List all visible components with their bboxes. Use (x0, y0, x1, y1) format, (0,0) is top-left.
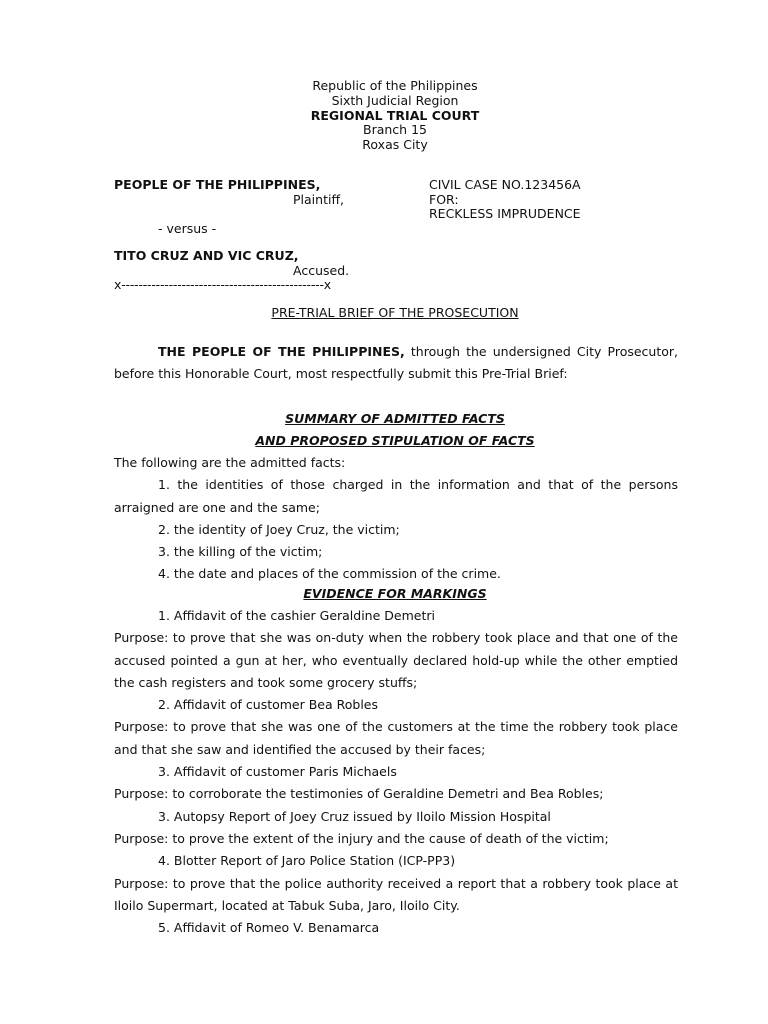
evidence-purpose: Purpose: to prove that the police authority received a report that a robbery took place at Iloilo Supermart, located at Tabuk Suba, Jaro, Iloilo City. (114, 875, 678, 913)
plaintiff-label: Plaintiff, (293, 192, 345, 207)
case-number: CIVIL CASE NO.123456A (429, 177, 581, 192)
offense: RECKLESS IMPRUDENCE (429, 206, 581, 221)
intro-paragraph (114, 341, 678, 386)
evidence-heading: EVIDENCE FOR MARKINGS (303, 586, 487, 601)
city-line: Roxas City (362, 137, 428, 152)
evidence-list (114, 605, 678, 939)
caption-divider: x-----------------------------------------------x (114, 277, 331, 292)
evidence-purpose: Purpose: to prove the extent of the injury and the cause of death of the victim; (114, 830, 609, 846)
accused-name: TITO CRUZ AND VIC CRUZ, (114, 248, 299, 263)
evidence-title: 4. Blotter Report of Jaro Police Station (ICP-PP3) (158, 853, 456, 869)
court-name: REGIONAL TRIAL COURT (310, 108, 480, 123)
document-title: PRE-TRIAL BRIEF OF THE PROSECUTION (271, 305, 519, 320)
evidence-purpose: Purpose: to prove that she was one of the customers at the time the robbery took place and that she saw and identified the accused by their faces; (114, 719, 678, 757)
evidence-purpose: Purpose: to corroborate the testimonies of Geraldine Demetri and Bea Robles; (114, 786, 604, 802)
for-label: FOR: (429, 192, 459, 207)
intro-lead: THE PEOPLE OF THE PHILIPPINES, (158, 344, 405, 359)
evidence-title: 1. Affidavit of the cashier Geraldine Demetri (158, 608, 435, 623)
stipulation-heading: AND PROPOSED STIPULATION OF FACTS (255, 433, 535, 448)
evidence-purpose: Purpose: to prove that she was on-duty when the robbery took place and that one of the accused pointed a gun at her, who eventually declared hold-up while the other emptied the cash registers and took some grocery stuffs; (114, 630, 678, 690)
versus: - versus - (158, 221, 217, 236)
branch-line: Branch 15 (363, 122, 427, 137)
evidence-title: 2. Affidavit of customer Bea Robles (158, 697, 379, 713)
summary-body (114, 452, 678, 586)
republic-line: Republic of the Philippines (312, 78, 478, 93)
evidence-title: 3. Affidavit of customer Paris Michaels (158, 764, 397, 780)
summary-heading: SUMMARY OF ADMITTED FACTS (285, 411, 505, 426)
accused-label: Accused. (293, 263, 350, 278)
fact-item: 2. the identity of Joey Cruz, the victim; (158, 521, 400, 537)
plaintiff-name: PEOPLE OF THE PHILIPPINES, (114, 177, 321, 192)
evidence-title: 5. Affidavit of Romeo V. Benamarca (158, 920, 380, 936)
fact-item: 4. the date and places of the commission of the crime. (158, 566, 501, 582)
evidence-title: 3. Autopsy Report of Joey Cruz issued by Iloilo Mission Hospital (158, 808, 551, 824)
intro-rest: through the undersigned City Prosecutor, before this Honorable Court, most respectfully submit this Pre-Trial Brief: (114, 344, 679, 382)
region-line: Sixth Judicial Region (331, 93, 459, 108)
facts-intro: The following are the admitted facts: (114, 455, 346, 470)
fact-item: 3. the killing of the victim; (158, 544, 323, 560)
fact-item: 1. the identities of those charged in the information and that of the persons arraigned are one and the same; (114, 477, 678, 515)
